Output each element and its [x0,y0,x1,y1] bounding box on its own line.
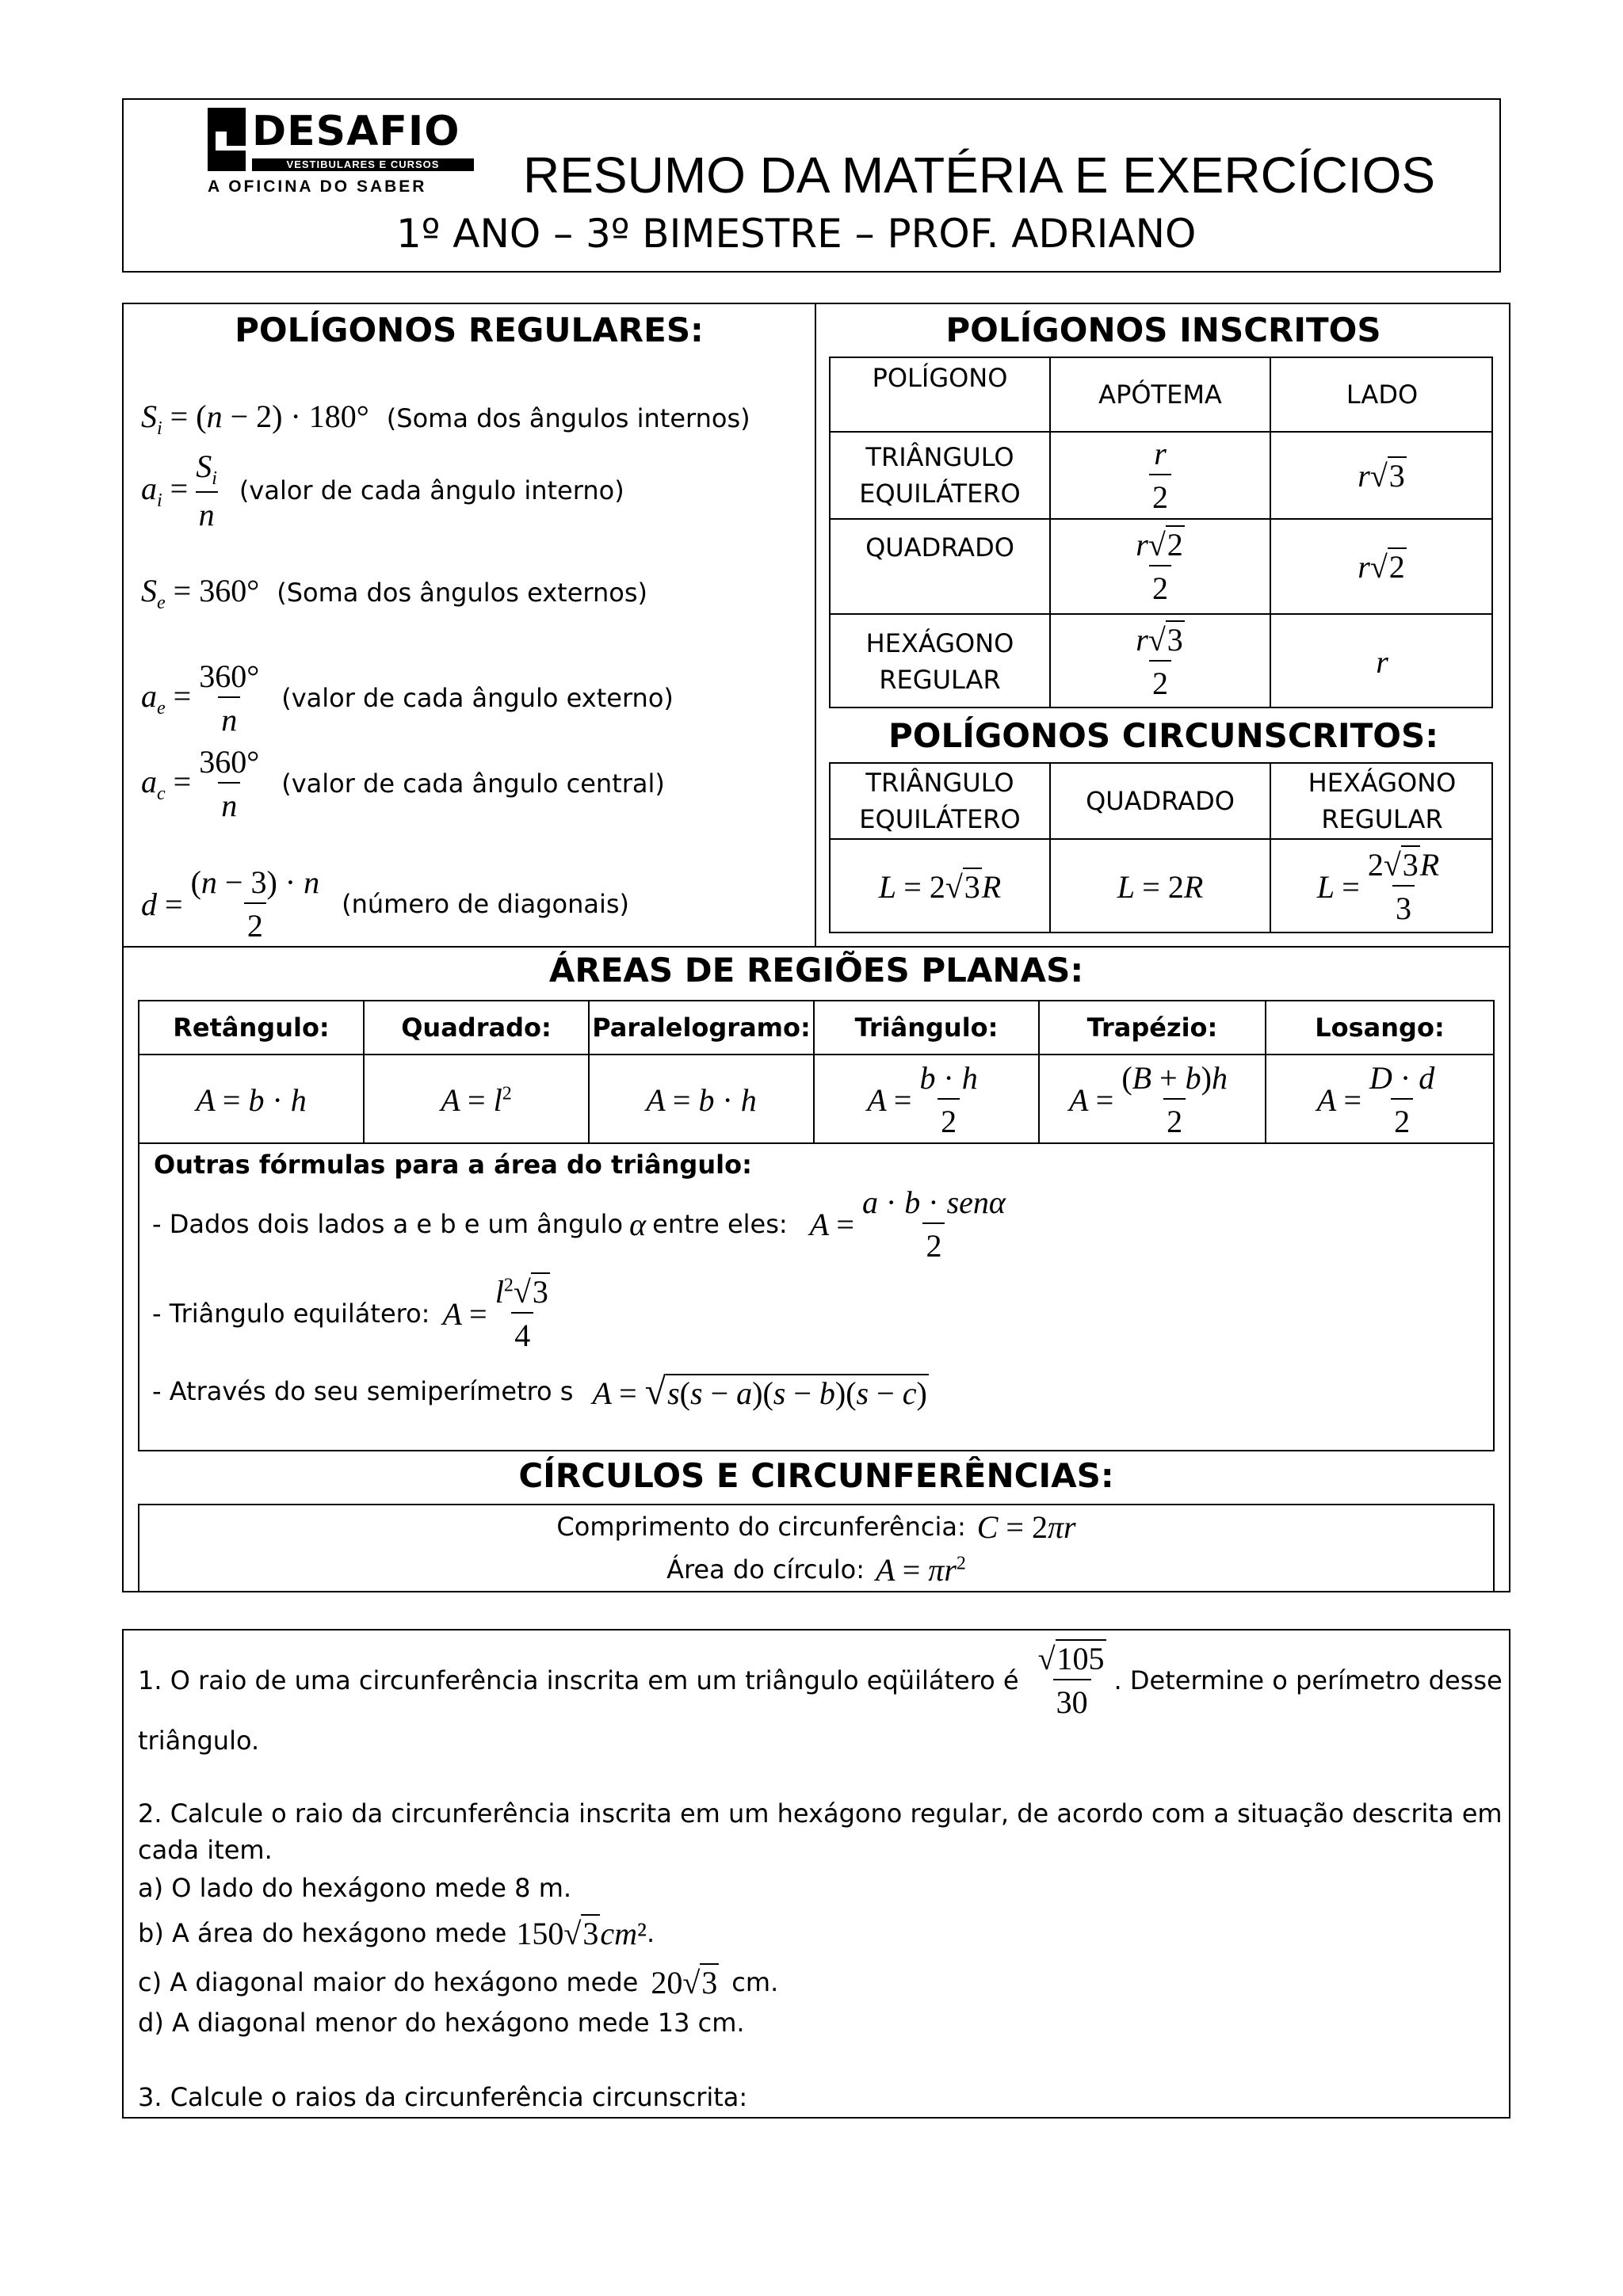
logo-name: DESAFIO [252,108,460,155]
ins-row-triangulo-a: TRIÂNGULO [865,442,1014,472]
logo-mark [208,108,246,171]
outras-title: Outras fórmulas para a área do triângulo: [154,1150,752,1180]
ins-lado-triangulo: r√3 [1358,457,1405,494]
logo-sub1: VESTIBULARES E CURSOS [252,158,474,171]
circ-area: Área do círculo: $A = \pi r^2$ [666,1551,966,1588]
q2b-line: b) A área do hexágono mede 150√3cm² . [138,1915,655,1951]
area-formula-trapezio: A = $\frac{(B + b)h}{2}$ [1069,1060,1228,1139]
circ-lado-quadrado: L = 2R [1117,868,1204,905]
outras-line-1b-text: entre eles: [652,1209,788,1239]
q1-text-b: . Determine o perímetro desse [1113,1665,1503,1695]
q2c-line: c) A diagonal maior do hexágono mede 20√3 cm. [138,1964,779,2000]
summary-divider [815,303,816,948]
q1-text-a: 1. O raio de uma circunferência inscrita em um triângulo eqüilátero é [138,1665,1019,1695]
formula-d: d = $\frac{(n - 3) \cdot n}{2}$ (número de diagonais) [141,864,630,944]
circulos-title: CÍRCULOS E CIRCUNFERÊNCIAS: [518,1456,1114,1495]
area-formula-paralelogramo: A = b · h [646,1081,757,1118]
ins-apotema-triangulo: $\frac{r}{2}$ [1051,433,1270,518]
page-title: RESUMO DA MATÉRIA E EXERCÍCIOS [523,147,1436,204]
ins-lado-quadrado: r√2 [1358,548,1405,585]
ins-apotema-quadrado: $\frac{r√2}{2}$ [1136,527,1183,606]
formula-ai: $a_i$ = $\frac{S_i}{n}$ (valor de cada ângulo interno) [141,448,624,532]
outras-line-2: - Triângulo equilátero: A = $\frac{l^2√3}{4}$ [152,1274,548,1353]
ins-header-apotema: APÓTEMA [1098,379,1222,410]
areas-title: ÁREAS DE REGIÕES PLANAS: [548,951,1084,990]
circ-header-triangulo-b: EQUILÁTERO [859,804,1021,834]
area-header-retangulo: Retângulo: [173,1013,330,1043]
formula-ac: $a_c$ = $\frac{360^\circ}{n}$ (valor de cada ângulo central) [141,744,665,823]
outras-line-1-text: - Dados dois lados a e b e um ângulo [152,1209,624,1239]
logo [208,108,475,196]
ins-lado-hexagono: r [1376,643,1388,680]
d-desc: (número de diagonais) [342,889,630,919]
logo-sub2: A OFICINA DO SABER [208,177,427,196]
inscritos-title: POLÍGONOS INSCRITOS [945,311,1381,349]
ai-desc: (valor de cada ângulo interno) [239,475,624,505]
formula-se: $S_e = 360^\circ$ (Soma dos ângulos externos) [141,572,647,613]
circ-header-hexagono [1271,764,1493,838]
q1-line: 1. O raio de uma circunferência inscrita em um triângulo eqüilátero é $\frac{√105}{30}$ . Determine o perímetro desse [138,1641,1503,1720]
q2a-text: a) O lado do hexágono mede 8 m. [138,1873,572,1903]
ac-desc: (valor de cada ângulo central) [281,769,665,799]
q1-text-c: triângulo. [138,1726,260,1756]
circ-header-triangulo [831,764,1049,838]
area-formula-quadrado: $A = l^2$ [441,1081,512,1118]
circunscritos-title: POLÍGONOS CIRCUNSCRITOS: [888,716,1439,755]
formula-si: $S_i = (n - 2) \cdot 180^\circ$ (Soma dos ângulos internos) [141,398,750,439]
circ-comprimento: Comprimento do circunferência: C = 2πr [556,1508,1076,1545]
si-desc: (Soma dos ângulos internos) [386,403,750,433]
ins-row-triangulo-b: EQUILÁTERO [859,479,1021,509]
area-header-losango: Losango: [1315,1013,1445,1043]
q2-text: 2. Calcule o raio da circunferência inscrita em um hexágono regular, de acordo com a situação descrita em [138,1798,1503,1829]
q2d-text: d) A diagonal menor do hexágono mede 13 cm. [138,2008,745,2038]
circ-area-text: Área do círculo: [666,1554,865,1585]
area-formula-retangulo: A = b · h [196,1081,307,1118]
outras-line-2-text: - Triângulo equilátero: [152,1299,430,1329]
ae-desc: (valor de cada ângulo externo) [281,683,674,713]
circ-header-hexagono-a: HEXÁGONO [1308,768,1457,798]
page-subtitle: 1º ANO – 3º BIMESTRE – PROF. ADRIANO [396,211,1197,257]
circ-header-hexagono-b: REGULAR [1321,804,1443,834]
ins-header-poligono: POLÍGONO [872,363,1008,393]
circ-header-triangulo-a: TRIÂNGULO [865,768,1014,798]
area-formula-losango: A = $\frac{D \cdot d}{2}$ [1316,1060,1435,1139]
se-desc: (Soma dos ângulos externos) [277,578,647,608]
q2c-text: c) A diagonal maior do hexágono mede [138,1967,639,1997]
area-header-triangulo: Triângulo: [854,1013,999,1043]
circ-lado-hexagono: L = $\frac{2√3R}{3}$ [1316,847,1440,926]
ins-row-triangulo [831,433,1049,518]
area-formula-triangulo: A = $\frac{b \cdot h}{2}$ [867,1060,978,1139]
area-header-quadrado: Quadrado: [401,1013,552,1043]
area-header-trapezio: Trapézio: [1086,1013,1218,1043]
outras-line-3-text: - Através do seu semiperímetro s [152,1376,574,1406]
ins-row-hexagono-b: REGULAR [879,665,1001,695]
ins-row-quadrado: QUADRADO [865,532,1014,563]
ins-apotema-hexagono: $\frac{r√3}{2}$ [1136,622,1183,701]
area-header-paralelogramo: Paralelogramo: [592,1013,811,1043]
circ-lado-triangulo: L = 2√3R [878,868,1002,905]
outras-line-1: - Dados dois lados a e b e um ângulo α entre eles: A = $\frac{\text{a · b · senα}}{2}$ [152,1184,1006,1264]
q2-text-b: cada item. [138,1835,273,1865]
regulares-title: POLÍGONOS REGULARES: [235,311,704,349]
ins-row-hexagono [831,615,1049,708]
circ-header-quadrado: QUADRADO [1086,786,1235,816]
ins-header-lado: LADO [1346,379,1419,410]
ins-row-hexagono-a: HEXÁGONO [865,628,1014,658]
outras-line-3: - Através do seu semiperímetro s A = √s(s − a)(s − b)(s − c) [152,1370,927,1413]
circ-comprimento-text: Comprimento do circunferência: [556,1512,966,1542]
q2b-text: b) A área do hexágono mede [138,1918,507,1948]
q2c-unit: cm. [731,1967,779,1997]
q3-text: 3. Calcule o raios da circunferência circunscrita: [138,2082,748,2112]
formula-ae: $a_e$ = $\frac{360^\circ}{n}$ (valor de cada ângulo externo) [141,658,674,738]
